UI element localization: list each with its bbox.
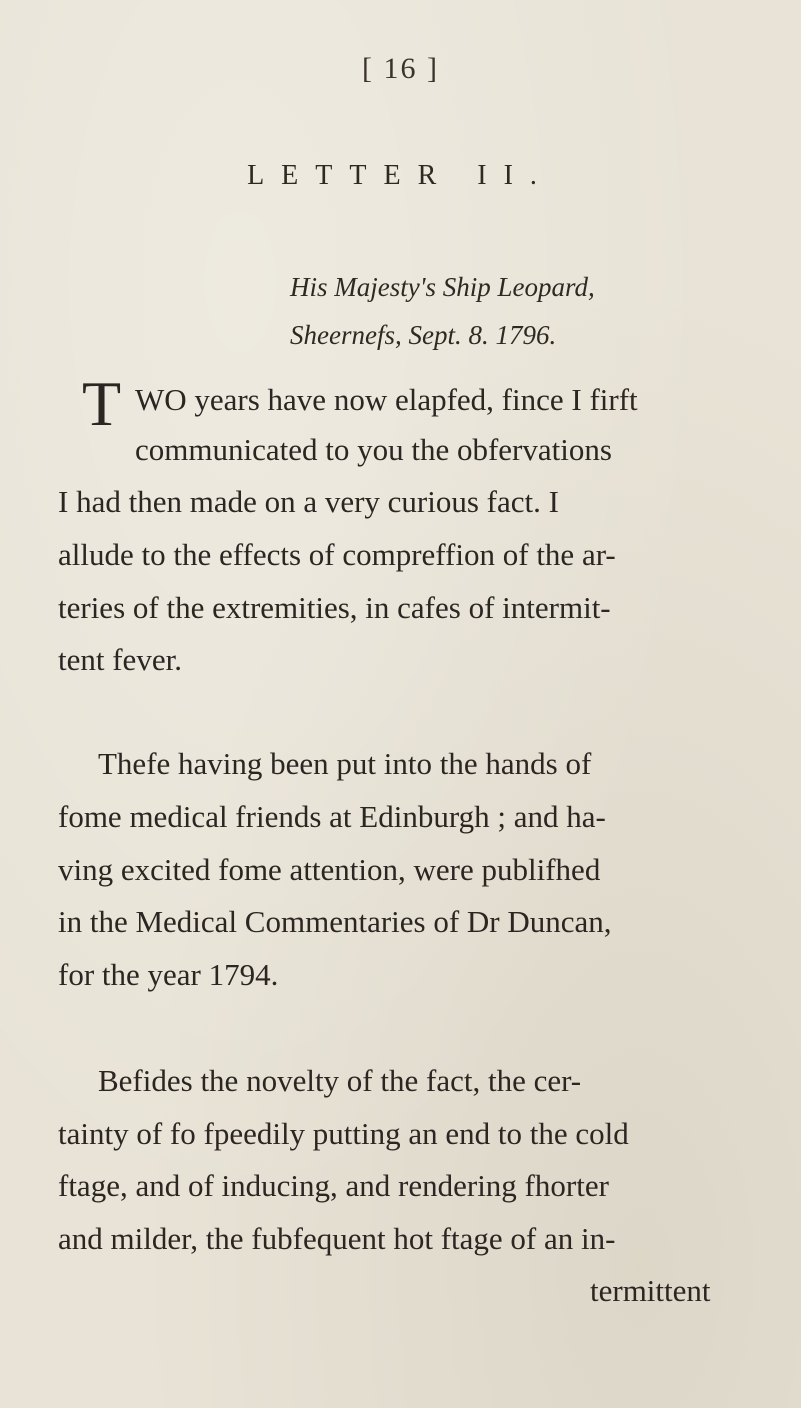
paragraph-1-line: tent fever. <box>58 642 182 677</box>
paragraph-3-line: ftage, and of inducing, and rendering fhorter <box>58 1168 609 1203</box>
dateline-place-date: Sheernefs, Sept. 8. 1796. <box>290 320 557 350</box>
paragraph-1-line: teries of the extremities, in cafes of intermit- <box>58 590 611 625</box>
page-number: [ 16 ] <box>362 52 439 85</box>
paragraph-2-line: ving excited fome attention, were publifhed <box>58 852 601 887</box>
paragraph-2-line: for the year 1794. <box>58 957 279 992</box>
paragraph-2-line: Thefe having been put into the hands of <box>98 746 592 781</box>
paragraph-1-line: communicated to you the obfervations <box>135 432 612 467</box>
paragraph-1-line: allude to the effects of compreffion of the ar- <box>58 537 616 572</box>
drop-cap: T <box>82 368 122 439</box>
paragraph-1-line: I had then made on a very curious fact. I <box>58 484 559 519</box>
paragraph-3-line: Befides the novelty of the fact, the cer- <box>98 1063 582 1098</box>
paragraph-1-line: WO years have now elapfed, fince I firft <box>135 382 638 417</box>
paragraph-3-line: and milder, the fubfequent hot ftage of an in- <box>58 1221 616 1256</box>
dateline-ship: His Majesty's Ship Leopard, <box>290 272 595 302</box>
paragraph-2-line: fome medical friends at Edinburgh ; and ha- <box>58 799 606 834</box>
letter-heading: LETTER II. <box>247 160 554 191</box>
paragraph-2-line: in the Medical Commentaries of Dr Duncan, <box>58 904 612 939</box>
paragraph-3-line: tainty of fo fpeedily putting an end to the cold <box>58 1116 629 1151</box>
catchword: termittent <box>590 1273 711 1308</box>
